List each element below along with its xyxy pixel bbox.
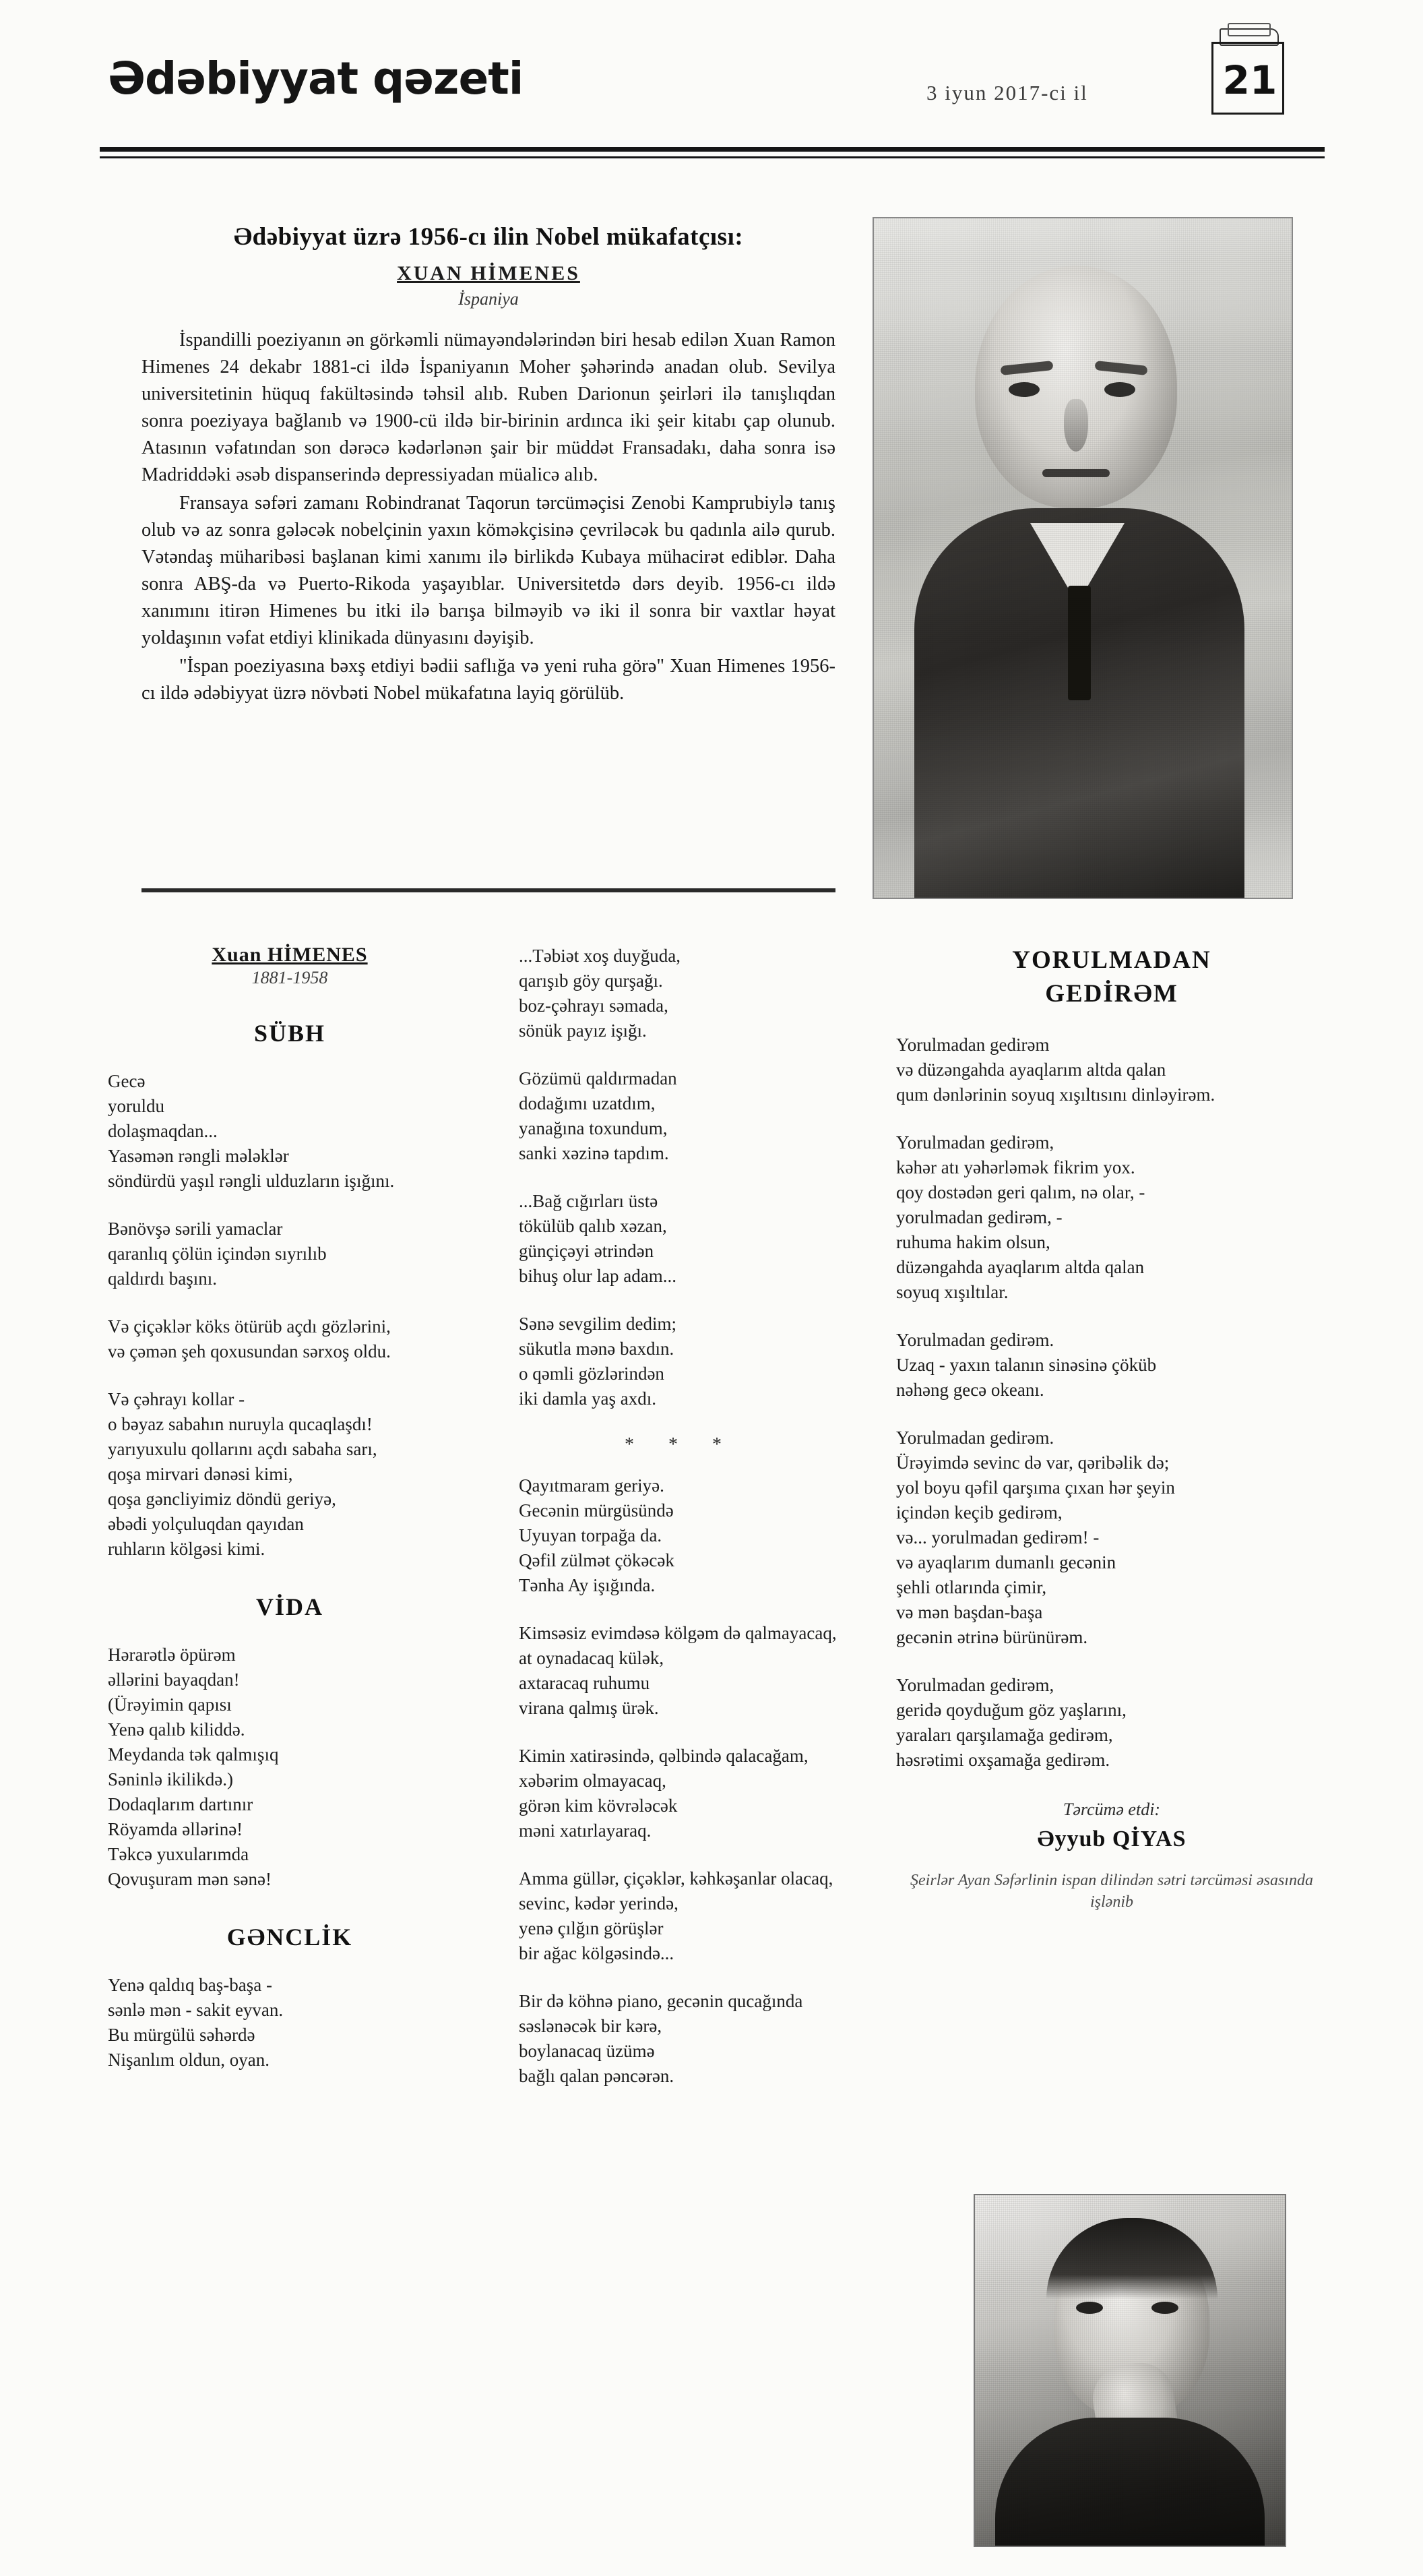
poem-line: Ürəyimdə sevinc də var, qəribəlik də; (896, 1452, 1170, 1473)
poem-line: qaranlıq çölün içindən sıyrılıb (108, 1244, 327, 1264)
poem-line: dodağımı uzatdım, (519, 1093, 656, 1113)
poem-line: yanağına toxundum, (519, 1118, 668, 1138)
poem-line: axtaracaq ruhumu (519, 1673, 650, 1693)
poem-line: boylanacaq üzümə (519, 2041, 655, 2061)
poet-years: 1881-1958 (251, 968, 328, 987)
poem-line: geridə qoyduğum göz yaşlarını, (896, 1700, 1127, 1720)
poem-line: Səninlə ikilikdə.) (108, 1769, 233, 1789)
poem-stanza (519, 1473, 842, 1598)
poem-line: Yasəmən rəngli mələklər (108, 1146, 289, 1166)
poem-line: Qayıtmaram geriyə. (519, 1475, 664, 1496)
poet-name: Xuan HİMENES (212, 944, 368, 966)
poem-line: boz-çəhrayı səmada, (519, 995, 668, 1016)
poem-line: gecənin ətrinə bürünürəm. (896, 1627, 1088, 1647)
poem-stanza (896, 1425, 1327, 1650)
poem-title-line: GEDİRƏM (1045, 980, 1178, 1008)
lead-body (141, 327, 835, 707)
poem-line: qarışıb göy qurşağı. (519, 971, 663, 991)
poem-line: sükutla mənə baxdın. (519, 1339, 674, 1359)
poem-line: Təkcə yuxularımda (108, 1844, 249, 1864)
poem-title-yorulmadan-gedirem (896, 944, 1327, 1011)
poem-line: Dodaqlarım dartınır (108, 1794, 253, 1814)
poem-line: Yenə qaldıq baş-başa - (108, 1975, 272, 1995)
poem-line: səslənəcək bir kərə, (519, 2016, 662, 2036)
poem-line: Meydanda tək qalmışıq (108, 1744, 279, 1765)
poem-line: Və çiçəklər köks ötürüb açdı gözlərini, (108, 1316, 391, 1337)
poem-line: bir ağac kölgəsində... (519, 1943, 674, 1963)
poem-line: yol boyu qəfil qarşıma çıxan hər şeyin (896, 1477, 1175, 1498)
poem-line: Qovuşuram mən sənə! (108, 1869, 272, 1889)
poem-column-middle (519, 944, 842, 2112)
poem-stanza (519, 1744, 842, 1843)
poem-line: Uyuyan torpağa da. (519, 1525, 662, 1545)
poem-line: məni xatırlayaraq. (519, 1820, 652, 1841)
poem-line: ruhuma hakim olsun, (896, 1232, 1050, 1252)
poem-line: içindən keçib gedirəm, (896, 1502, 1063, 1523)
poem-line: düzəngahda ayaqlarım altda qalan (896, 1257, 1145, 1277)
poet-portrait-photo (873, 217, 1293, 899)
poem-line: və ayaqlarım dumanlı gecənin (896, 1552, 1116, 1572)
poem-column-right (896, 944, 1327, 1913)
translator-name: Əyyub QİYAS (1037, 1827, 1187, 1851)
poem-line: günçiçəyi ətrindən (519, 1241, 654, 1261)
poem-stanza (108, 1973, 472, 2073)
photo-grain-overlay (874, 218, 1292, 898)
issue-date: 3 iyun 2017-ci il (926, 81, 1088, 104)
poem-line: həsrətimi oxşamağa gedirəm. (896, 1750, 1110, 1770)
poem-stanza (108, 1217, 472, 1291)
lead-country: İspaniya (458, 289, 519, 309)
poem-line: Röyamda əllərinə! (108, 1819, 243, 1839)
poem-line: yorulmadan gedirəm, - (896, 1207, 1063, 1227)
poem-line: Gecənin mürgüsündə (519, 1500, 674, 1521)
poem-title-line: YORULMADAN (1012, 946, 1211, 974)
poem-line: Gecə (108, 1071, 146, 1091)
poem-line: sevinc, kədər yerində, (519, 1893, 678, 1913)
newspaper-title: Ədəbiyyat qəzeti (108, 53, 524, 104)
poem-line: bağlı qalan pəncərən. (519, 2066, 674, 2086)
poem-line: ruhların kölgəsi kimi. (108, 1539, 265, 1559)
poem-title-subh: SÜBH (253, 1020, 326, 1047)
poem-stanza (108, 1069, 472, 1194)
poem-line: Uzaq - yaxın talanın sinəsinə çöküb (896, 1355, 1157, 1375)
poem-stanza (108, 1314, 472, 1364)
poem-line: və düzəngahda ayaqlarım altda qalan (896, 1060, 1166, 1080)
lead-paragraph: "İspan poeziyasına bəxş etdiyi bədii saflığa və yeni ruha görə" Xuan Himenes 1956-cı ildə ədəbiyyat üzrə növbəti Nobel mükafatına layiq görülüb. (141, 656, 835, 704)
poem-line: yenə çılğın görüşlər (519, 1918, 664, 1938)
poem-line: nəhəng gecə okeanı. (896, 1380, 1044, 1400)
poem-line: şehli otlarında çimir, (896, 1577, 1047, 1597)
poem-stanza (519, 1189, 842, 1289)
poem-stanza (519, 1066, 842, 1166)
poem-line: iki damla yaş axdı. (519, 1388, 656, 1409)
poem-line: bihuş olur lap adam... (519, 1266, 676, 1286)
poem-line: Yorulmadan gedirəm (896, 1035, 1050, 1055)
poem-line: Kimin xatirəsində, qəlbində qalacağam, (519, 1746, 809, 1766)
poem-line: Yorulmadan gedirəm, (896, 1132, 1054, 1153)
poem-line: və çəmən şeh qoxusundan sərxoş oldu. (108, 1341, 391, 1361)
poem-line: at oynadacaq külək, (519, 1648, 664, 1668)
poem-line: sanki xəzinə tapdım. (519, 1143, 669, 1163)
poem-stanza (896, 1130, 1327, 1305)
lead-paragraph: İspandilli poeziyanın ən görkəmli nümayəndələrindən biri hesab edilən Xuan Ramon Himenes 24 dekabr 1881-ci ildə İspaniyanın Moher şəhərində anadan olub. Sevilya universitetinin hüquq fakültəsində təhsil alıb. Ruben Darionun şeirləri ilə tanışlıqdan sonra poeziyaya bağlanıb və 1900-cü ildə bir-birinin ardınca iki şeir kitabı çap olunub. Atasının vəfatından son dərəcə kədərlənən şair bir müddət Fransadakı, daha sonra isə Madriddəki əsəb dispanserində depressiyadan müalicə alıb. (141, 330, 835, 485)
lead-paragraph: Fransaya səfəri zamanı Robindranat Taqorun tərcüməçisi Zenobi Kamprubiylə tanış olub və az sonra gələcək nobelçinin yaxın köməkçisinə çevriləcək bu qadınla ailə qurub. Vətəndaş müharibəsi başlanan kimi xanımı ilə birlikdə Kubaya mühacirət ediblər. Daha sonra ABŞ-da və Puerto-Rikoda yaşayıblar. Universitetdə dərs deyib. 1956-cı ildə xanımını itirən Himenes bu itki ilə barışa bilməyib və iki il sonra bir vaxtlar həyat yoldaşının vəfat etdiyi klinikada dünyasını dəyişib. (141, 493, 835, 648)
poem-stanza (108, 1643, 472, 1892)
poem-stanza (519, 944, 842, 1043)
poem-stanza (896, 1033, 1327, 1107)
photo-grain-overlay (975, 2195, 1285, 2546)
poem-line: o qəmli gözlərindən (519, 1363, 664, 1384)
poem-column-left (108, 944, 472, 2095)
poem-line: görən kim kövrələcək (519, 1796, 678, 1816)
poem-line: ...Bağ cığırları üstə (519, 1191, 658, 1211)
issue-number: 21 (1222, 57, 1277, 103)
issue-number-box (1211, 42, 1284, 115)
poem-line: Və çəhrayı kollar - (108, 1389, 245, 1409)
poem-line: Yorulmadan gedirəm. (896, 1428, 1054, 1448)
poem-line: qaldırdı başını. (108, 1268, 217, 1289)
lead-article-bottom-rule (141, 888, 835, 892)
poem-line: Nişanlım oldun, oyan. (108, 2050, 270, 2070)
poem-stanza (896, 1328, 1327, 1403)
poem-line: ...Təbiət xoş duyğuda, (519, 946, 681, 966)
poem-line: Tənha Ay işığında. (519, 1575, 656, 1595)
poem-line: əbədi yolçuluqdan qayıdan (108, 1514, 304, 1534)
poem-line: Qəfil zülmət çökəcək (519, 1550, 674, 1570)
poem-title-vida: VİDA (255, 1593, 323, 1620)
translator-portrait-photo (974, 2194, 1286, 2547)
poem-line: sənlə mən - sakit eyvan. (108, 2000, 284, 2020)
poem-line: virana qalmış ürək. (519, 1698, 659, 1718)
poem-title-genclik: GƏNCLİK (226, 1924, 353, 1951)
poem-line: yoruldu (108, 1096, 164, 1116)
poem-stanza (519, 1312, 842, 1411)
masthead (0, 0, 1423, 168)
header-rule-thin (100, 156, 1325, 158)
section-divider-stars: * * * (625, 1434, 736, 1455)
poem-line: əllərini bayaqdan! (108, 1669, 240, 1690)
poem-line: xəbərim olmayacaq, (519, 1771, 666, 1791)
poem-line: sönük payız işığı. (519, 1020, 647, 1041)
header-rule-thick (100, 147, 1325, 152)
poem-line: qum dənlərinin soyuq xışıltısını dinləyirəm. (896, 1084, 1215, 1105)
lead-author: XUAN HİMENES (397, 262, 580, 284)
poem-stanza (519, 1621, 842, 1721)
poem-line: o bəyaz sabahın nuruyla qucaqlaşdı! (108, 1414, 373, 1434)
poem-line: və mən başdan-başa (896, 1602, 1043, 1622)
poem-line: qoy dostədən geri qalım, nə olar, - (896, 1182, 1145, 1202)
poem-line: Bu mürgülü səhərdə (108, 2025, 255, 2045)
poem-line: kəhər atı yəhərləmək fikrim yox. (896, 1157, 1135, 1177)
poem-line: Bir də köhnə piano, gecənin qucağında (519, 1991, 803, 2011)
poem-line: Bənövşə sərili yamaclar (108, 1219, 283, 1239)
poem-line: Sənə sevgilim dedim; (519, 1314, 676, 1334)
poem-line: yaraları qarşılamağa gedirəm, (896, 1725, 1113, 1745)
poem-stanza (896, 1673, 1327, 1773)
lead-headline: Ədəbiyyat üzrə 1956-cı ilin Nobel mükafatçısı: (233, 223, 744, 251)
poem-line: Gözümü qaldırmadan (519, 1068, 677, 1088)
lead-article (141, 222, 835, 708)
poem-line: Kimsəsiz evimdəsə kölgəm də qalmayacaq, (519, 1623, 837, 1643)
translator-label: Tərcümə etdi: (1063, 1800, 1161, 1819)
poem-line: söndürdü yaşıl rəngli ulduzların işığını. (108, 1171, 395, 1191)
poem-line: və... yorulmadan gedirəm! - (896, 1527, 1100, 1547)
poem-line: soyuq xışıltılar. (896, 1282, 1009, 1302)
poem-line: qoşa mirvari dənəsi kimi, (108, 1464, 293, 1484)
poem-stanza (108, 1387, 472, 1562)
poem-line: Amma güllər, çiçəklər, kəhkəşanlar olacaq, (519, 1868, 833, 1889)
poem-line: yarıyuxulu qollarını açdı sabaha sarı, (108, 1439, 377, 1459)
poem-line: qoşa gəncliyimiz döndü geriyə, (108, 1489, 336, 1509)
poem-stanza (519, 1866, 842, 1966)
poem-line: dolaşmaqdan... (108, 1121, 218, 1141)
translation-source-note: Şeirlər Ayan Səfərlinin ispan dilindən sətri tərcüməsi əsasında işlənib (910, 1872, 1313, 1911)
poem-line: Hərarətlə öpürəm (108, 1645, 236, 1665)
poem-line: Yorulmadan gedirəm, (896, 1675, 1054, 1695)
poem-line: tökülüb qalıb xəzan, (519, 1216, 667, 1236)
poem-stanza (519, 1989, 842, 2089)
poem-line: Yenə qalıb kiliddə. (108, 1719, 245, 1740)
poem-line: Yorulmadan gedirəm. (896, 1330, 1054, 1350)
poem-line: (Ürəyimin qapısı (108, 1694, 232, 1715)
